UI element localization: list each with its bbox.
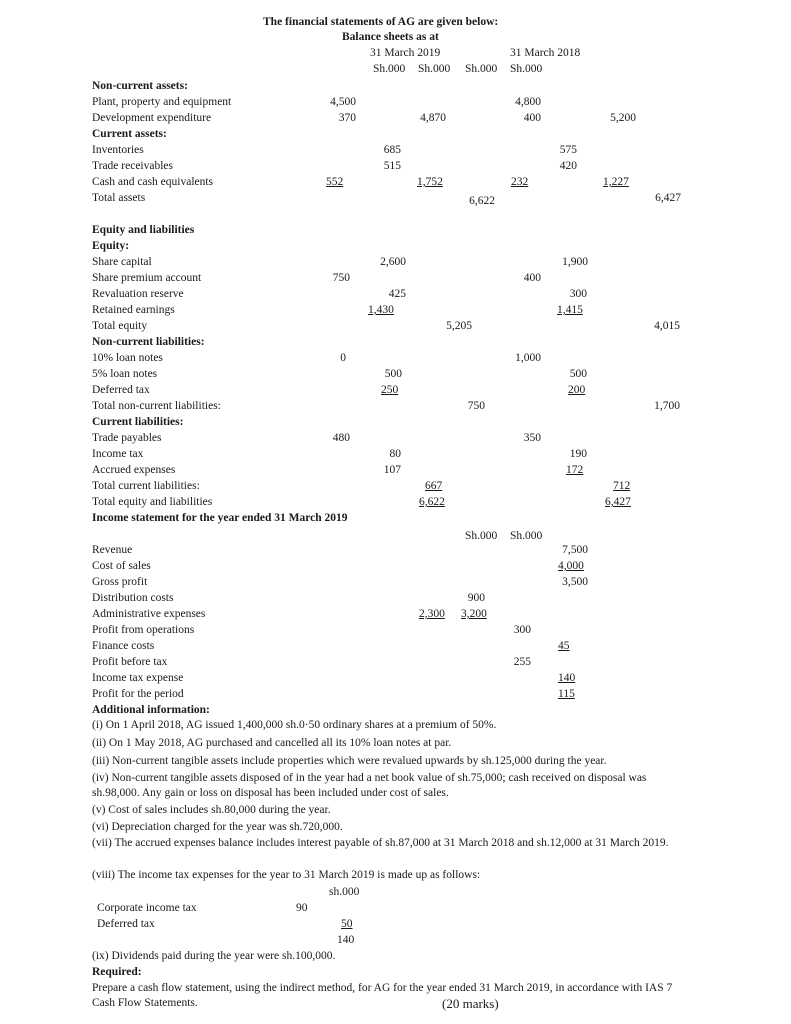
value-cell: 750 [467,400,485,412]
row-label: Total non-current liabilities: [92,400,221,412]
value-cell: 6,427 [655,192,681,204]
additional-info-heading: Additional information: [92,704,210,716]
value-cell: 5,200 [610,112,636,124]
row-label: Cost of sales [92,560,151,572]
note-ix: (ix) Dividends paid during the year were sh.100,000. [92,950,336,962]
row-label: Share capital [92,256,152,268]
value-cell: 45 [558,640,570,652]
value-cell: 400 [523,112,541,124]
noncurrent-assets-heading: Non-current assets: [92,80,188,92]
value-cell: 685 [383,144,401,156]
value-cell: 515 [383,160,401,172]
row-label: Deferred tax [92,384,150,396]
value-cell: 667 [425,480,443,492]
value-cell: 575 [559,144,577,156]
value-cell: 1,700 [654,400,680,412]
document-title: The financial statements of AG are given below: [263,16,499,28]
value-cell: 1,000 [515,352,541,364]
value-cell: 1,900 [562,256,588,268]
current-liabilities-heading: Current liabilities: [92,416,184,428]
value-cell: 172 [566,464,584,476]
value-cell: 107 [383,464,401,476]
row-label: Trade receivables [92,160,173,172]
row-label: Income tax expense [92,672,184,684]
note-vi: (vi) Depreciation charged for the year was sh.720,000. [92,821,343,833]
value-cell: 400 [523,272,541,284]
row-label: Total equity and liabilities [92,496,213,508]
value-cell: 140 [337,934,355,946]
value-cell: 1,227 [603,176,629,188]
unit-col-2: Sh.000 [510,530,543,542]
value-cell: 4,800 [515,96,541,108]
row-label: 10% loan notes [92,352,163,364]
value-cell: 255 [513,656,531,668]
value-cell: 500 [569,368,587,380]
row-label: Total assets [92,192,146,204]
value-cell: 3,200 [461,608,487,620]
unit-col-1: Sh.000 [373,63,406,75]
value-cell: 6,622 [419,496,445,508]
value-cell: 50 [341,918,353,930]
unit-col-3: Sh.000 [465,63,498,75]
row-label: Profit for the period [92,688,184,700]
value-cell: 420 [559,160,577,172]
row-label: Gross profit [92,576,148,588]
value-cell: 232 [511,176,529,188]
tax-unit: sh.000 [329,886,360,898]
noncurrent-liabilities-heading: Non-current liabilities: [92,336,205,348]
row-label: Finance costs [92,640,155,652]
row-label: Trade payables [92,432,162,444]
value-cell: 4,500 [330,96,356,108]
row-label: Retained earnings [92,304,175,316]
row-label: Distribution costs [92,592,174,604]
value-cell: 3,500 [562,576,588,588]
value-cell: 1,430 [368,304,394,316]
value-cell: 5,205 [446,320,472,332]
value-cell: 90 [296,902,308,914]
note-iii: (iii) Non-current tangible assets include properties which were revalued upwards by sh.125,000 during the year. [92,755,607,767]
row-label: Revaluation reserve [92,288,184,300]
value-cell: 552 [326,176,344,188]
row-label: Accrued expenses [92,464,176,476]
row-label: Total equity [92,320,148,332]
value-cell: 200 [568,384,586,396]
value-cell: 300 [513,624,531,636]
row-label: Profit before tax [92,656,168,668]
row-label: Cash and cash equivalents [92,176,214,188]
row-label: Deferred tax [97,918,155,930]
note-ii: (ii) On 1 May 2018, AG purchased and cancelled all its 10% loan notes at par. [92,737,452,749]
note-i: (i) On 1 April 2018, AG issued 1,400,000 sh.0·50 ordinary shares at a premium of 50%. [92,719,497,731]
value-cell: 4,870 [420,112,446,124]
value-cell: 0 [340,352,346,364]
income-statement-heading: Income statement for the year ended 31 March 2019 [92,512,348,524]
value-cell: 6,427 [605,496,631,508]
row-label: Corporate income tax [97,902,197,914]
row-label: Income tax [92,448,144,460]
row-label: Revenue [92,544,133,556]
required-heading: Required: [92,966,142,978]
value-cell: 370 [338,112,356,124]
value-cell: 1,415 [557,304,583,316]
value-cell: 480 [332,432,350,444]
row-label: Share premium account [92,272,202,284]
equity-liabilities-heading: Equity and liabilities [92,224,195,236]
value-cell: 4,015 [654,320,680,332]
column-date-2019: 31 March 2019 [370,47,441,59]
value-cell: 2,300 [419,608,445,620]
row-label: 5% loan notes [92,368,158,380]
current-assets-heading: Current assets: [92,128,167,140]
note-viii: (viii) The income tax expenses for the year to 31 March 2019 is made up as follows: [92,869,481,881]
value-cell: 425 [388,288,406,300]
value-cell: 115 [558,688,575,700]
unit-col-2: Sh.000 [418,63,451,75]
value-cell: 4,000 [558,560,584,572]
value-cell: 7,500 [562,544,588,556]
value-cell: 500 [384,368,402,380]
value-cell: 350 [523,432,541,444]
row-label: Total current liabilities: [92,480,200,492]
row-label: Profit from operations [92,624,195,636]
balance-sheet-subtitle: Balance sheets as at [342,31,439,43]
row-label: Inventories [92,144,144,156]
column-date-2018: 31 March 2018 [510,47,581,59]
unit-col-4: Sh.000 [510,63,543,75]
note-vii: (vii) The accrued expenses balance includes interest payable of sh.87,000 at 31 March 2018 and sh.12,000 at 31 March 2019. [92,837,669,849]
value-cell: 712 [613,480,631,492]
required-text: Prepare a cash flow statement, using the indirect method, for AG for the year ended 31 March 2019, in accordance with IAS 7 Cash Flow Statements. [92,982,673,1009]
equity-heading: Equity: [92,240,130,252]
value-cell: 1,752 [417,176,443,188]
unit-col-1: Sh.000 [465,530,498,542]
value-cell: 250 [381,384,399,396]
value-cell: 6,622 [469,195,495,207]
row-label: Development expenditure [92,112,212,124]
value-cell: 900 [467,592,485,604]
row-label: Plant, property and equipment [92,96,232,108]
note-iv: (iv) Non-current tangible assets disposed of in the year had a net book value of sh.75,000; cash received on disposal was sh.98,000. Any gain or loss on disposal has been included under cost of sales. [92,772,647,799]
note-v: (v) Cost of sales includes sh.80,000 during the year. [92,804,331,816]
value-cell: 140 [558,672,576,684]
value-cell: 300 [569,288,587,300]
value-cell: 2,600 [380,256,406,268]
value-cell: 190 [569,448,587,460]
value-cell: 750 [332,272,350,284]
row-label: Administrative expenses [92,608,206,620]
value-cell: 80 [389,448,401,460]
marks-label: (20 marks) [442,996,499,1011]
